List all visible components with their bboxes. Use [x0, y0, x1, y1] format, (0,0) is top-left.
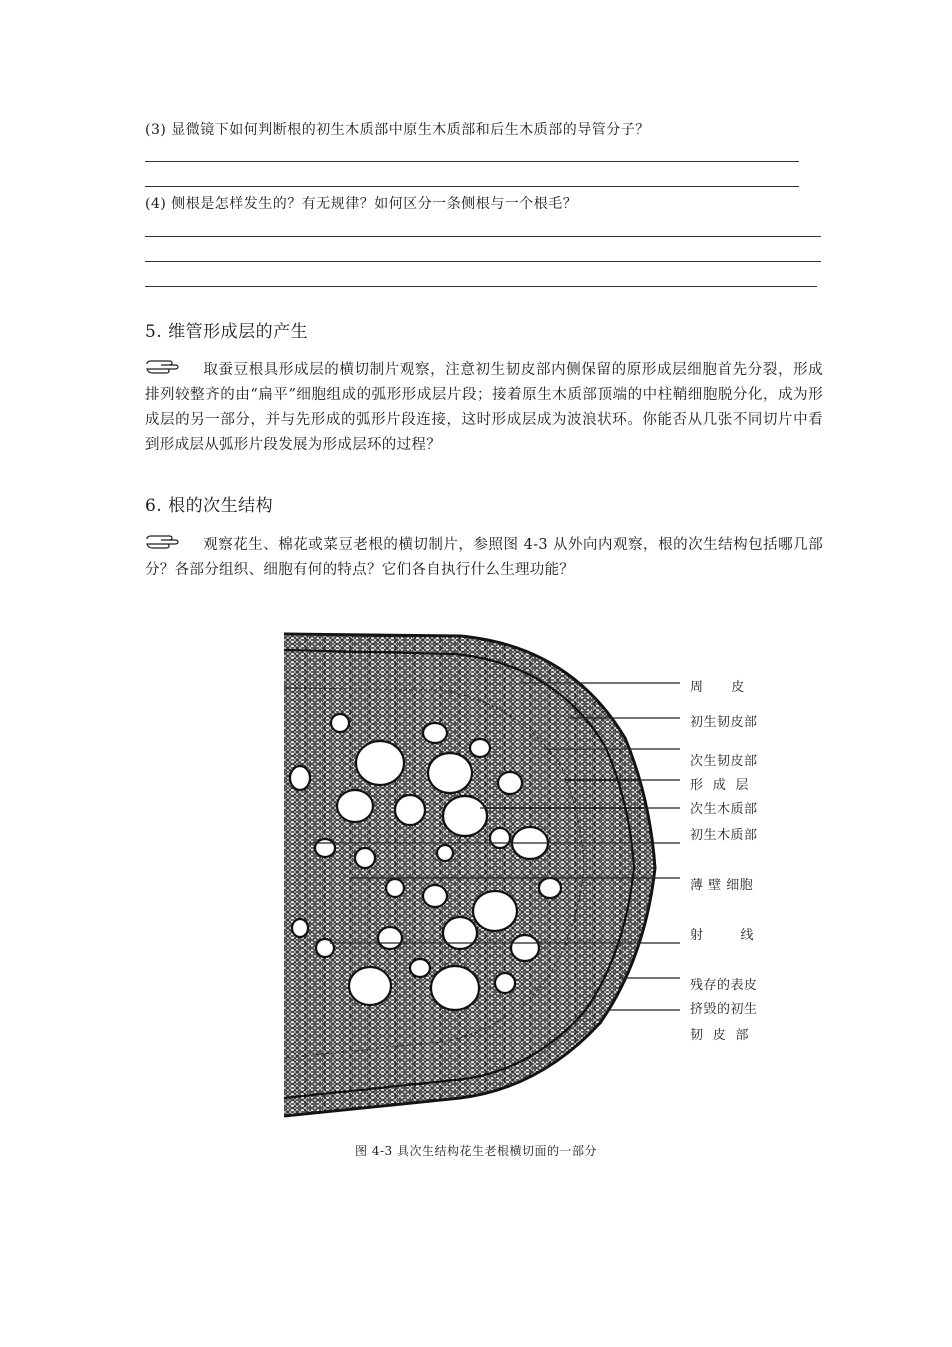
section-5-text: 取蚕豆根具形成层的横切制片观察，注意初生韧皮部内侧保留的原形成层细胞首先分裂，形成排列较整齐的由“扁平”细胞组成的弧形形成层片段；接着原生木质部顶端的中柱鞘细胞脱分化，成为形成层的另一部分，并与先形成的弧形片段连接，这时形成层成为波浪状环。你能否从几张不同切片中看到形成层从弧形片段发展为形成层环的过程？: [145, 362, 823, 453]
answer-line: [145, 186, 799, 187]
answer-line: [145, 236, 821, 237]
label-primary-xylem: 初生木质部: [690, 828, 758, 843]
label-ray: 射 线: [690, 928, 755, 943]
answer-line: [145, 286, 817, 287]
question-4: (4) 侧根是怎样发生的？有无规律？如何区分一条侧根与一个根毛？: [145, 196, 578, 212]
label-secondary-xylem: 次生木质部: [690, 802, 758, 817]
label-phloem: 韧 皮 部: [690, 1028, 750, 1043]
section-5-heading: 5. 维管形成层的产生: [145, 322, 309, 342]
label-periderm: 周 皮: [690, 680, 745, 695]
section-5-paragraph: [145, 358, 823, 458]
figure-caption: 图 4-3 具次生结构花生老根横切面的一部分: [355, 1144, 597, 1158]
answer-line: [145, 261, 821, 262]
label-crushed-primary: 挤毁的初生: [690, 1002, 758, 1017]
pointing-hand-icon: [145, 358, 181, 376]
label-primary-phloem: 初生韧皮部: [690, 715, 758, 730]
label-secondary-phloem: 次生韧皮部: [690, 754, 758, 769]
section-6-text: 观察花生、棉花或菜豆老根的横切制片，参照图 4-3 从外向内观察，根的次生结构包括哪几部分？各部分组织、细胞有何的特点？它们各自执行什么生理功能？: [145, 537, 823, 578]
label-cambium: 形 成 层: [690, 778, 750, 793]
section-6-heading: 6. 根的次生结构: [145, 496, 274, 516]
label-parenchyma: 薄 壁 细胞: [690, 878, 754, 893]
answer-line: [145, 161, 799, 162]
section-6-paragraph: [145, 533, 823, 583]
question-3: (3) 显微镜下如何判断根的初生木质部中原生木质部和后生木质部的导管分子？: [145, 122, 650, 138]
label-remnant-epidermis: 残存的表皮: [690, 978, 758, 993]
pointing-hand-icon: [145, 533, 181, 551]
